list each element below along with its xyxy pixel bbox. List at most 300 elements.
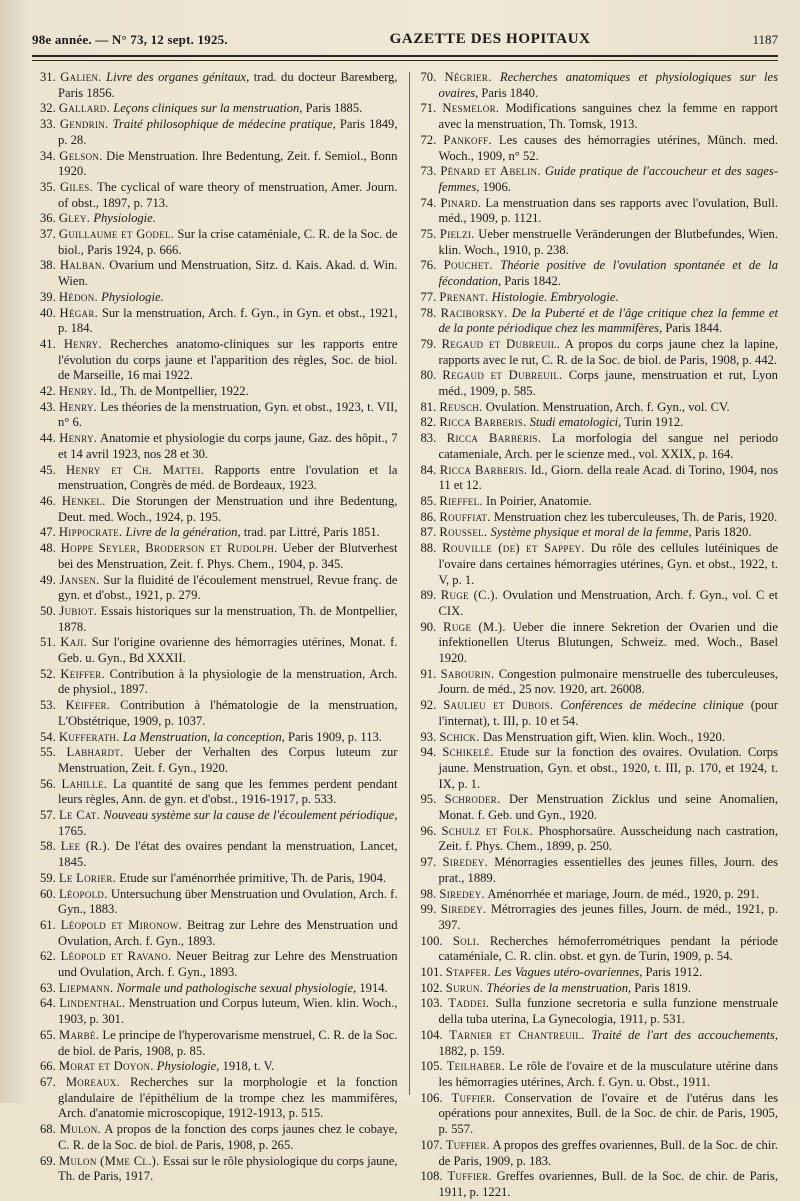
reference-number: 106.: [420, 1090, 443, 1105]
reference-details: Contribution à la physiologie de la menstruation, Arch. de physiol., 1897.: [58, 666, 398, 697]
reference-details: In Poirier, Anatomie.: [482, 493, 592, 508]
reference-entry: [421, 902, 779, 933]
reference-number: 82.: [420, 415, 437, 430]
reference-number: 59.: [40, 870, 56, 885]
reference-title: Physiologie,: [156, 1059, 220, 1074]
reference-entry: [421, 133, 779, 164]
reference-entry: [40, 101, 398, 117]
reference-author: Schick.: [439, 729, 480, 744]
reference-author: Rouville (de) et Sappey.: [442, 541, 585, 556]
reference-author: Halban.: [59, 258, 106, 273]
reference-entry: [40, 698, 398, 729]
reference-author: Henry et Ch. Mattei.: [65, 462, 205, 477]
reference-details: 1882, p. 159.: [438, 1043, 505, 1058]
reference-details: 1918, t. V.: [219, 1059, 275, 1074]
reference-number: 74.: [420, 195, 437, 210]
reference-details: Die Storungen der Menstruation und ihre Bedentung, Deut. med. Woch., 1924, p. 195.: [58, 493, 398, 524]
reference-entry: [40, 667, 398, 698]
reference-number: 105.: [420, 1059, 443, 1074]
reference-entry: [40, 525, 398, 541]
reference-number: 75.: [420, 227, 437, 242]
reference-number: 61.: [40, 917, 56, 932]
reference-author: Surun.: [445, 980, 484, 995]
reference-author: Siredey.: [440, 902, 487, 917]
reference-author: Pinard.: [440, 195, 482, 210]
reference-author: Teilhaber.: [446, 1059, 506, 1074]
reference-author: Gley.: [58, 211, 91, 226]
reference-number: 102.: [420, 980, 443, 995]
reference-number: 84.: [420, 462, 437, 477]
reference-title: Livre de la génération,: [125, 525, 241, 540]
reference-author: Pouchet.: [443, 258, 493, 273]
reference-entry: [40, 541, 398, 572]
reference-entry: [40, 211, 398, 227]
reference-author: Ricca Barberis.: [439, 462, 528, 477]
reference-author: Gendrin.: [59, 117, 109, 132]
reference-number: 40.: [40, 305, 56, 320]
reference-details: Etude sur la fonction des ovaires. Ovulation. Corps jaune. Menstruation, Gyn. et obst., 1920, t. III, p. 170, et 1924, t. IX, p. 1.: [438, 745, 778, 791]
reference-author: Hédon.: [58, 289, 98, 304]
reference-entry: [40, 730, 398, 746]
reference-entry: [421, 934, 779, 965]
reference-author: Moreaux.: [65, 1075, 121, 1089]
reference-author: Giles.: [59, 179, 94, 194]
reference-entry: [421, 525, 779, 541]
reference-author: Galien.: [60, 70, 102, 84]
reference-entry: [421, 400, 779, 416]
reference-details: 1914.: [356, 980, 388, 995]
publication-title: GAZETTE DES HOPITAUX: [389, 31, 591, 47]
reference-author: Tuffier.: [451, 1090, 496, 1105]
reference-entry: [421, 368, 779, 399]
reference-number: 87.: [420, 525, 437, 540]
reference-author: Schroder.: [444, 792, 501, 807]
reference-details: Id., Giorn. della reale Acad. di Torino, 1904, nos 11 et 12.: [438, 462, 779, 493]
reference-entry: [40, 839, 398, 870]
reference-details: La menstruation dans ses rapports avec l'ovulation, Bull. méd., 1909, p. 1121.: [438, 195, 778, 226]
reference-entry: [40, 463, 398, 494]
reference-details: Paris 1909, p. 113.: [284, 729, 382, 744]
reference-number: 69.: [40, 1153, 56, 1168]
reference-number: 35.: [40, 179, 56, 194]
reference-entry: [421, 290, 779, 306]
reference-details: Ovulation und Menstruation, Arch. f. Gyn., vol. C et CIX.: [438, 588, 778, 618]
reference-details: Du rôle des cellules lutéiniques de l'ovaire dans certaines hémorragies utérines, Gyn. et obst., 1922, t. V, p. 1.: [438, 541, 779, 587]
reference-author: Léopold et Ravano.: [60, 949, 172, 964]
reference-number: 37.: [40, 227, 56, 242]
reference-entry: [421, 227, 779, 258]
reference-number: 103.: [420, 996, 443, 1011]
reference-details: A propos de la fonction des corps jaunes chez le cobaye, C. R. de la Soc. de biol. de Paris, 1908, p. 265.: [58, 1122, 398, 1152]
reference-author: Regaud et Dubreuil.: [442, 368, 563, 383]
reference-author: Lindenthal.: [59, 996, 126, 1011]
reference-details: Beitrag zur Lehre des Menstruation und Ovulation, Arch. f. Gyn., 1893.: [58, 917, 398, 948]
reference-number: 67.: [40, 1075, 56, 1089]
reference-author: Henry.: [58, 384, 97, 399]
reference-number: 94.: [420, 745, 437, 760]
reference-entry: [421, 620, 779, 667]
reference-author: Rieffel.: [439, 493, 483, 508]
reference-author: Tuffier.: [445, 1137, 490, 1152]
reference-title: Histologie. Embryologie.: [491, 289, 619, 304]
reference-author: Hippocrate.: [58, 525, 123, 540]
reference-details: Sur la menstruation, Arch. f. Gyn., in Gyn. et obst., 1921, p. 184.: [58, 305, 398, 336]
reference-details: trad. du docteur Bareмberg, Paris 1856.: [58, 70, 398, 100]
reference-entry: [421, 588, 779, 619]
reference-number: 52.: [40, 666, 56, 681]
reference-details: Greffes ovariennes, Bull. de la Soc. de chir. de Paris, 1911, p. 1221.: [438, 1169, 778, 1199]
reference-entry: [421, 306, 779, 337]
reference-number: 108.: [420, 1169, 443, 1184]
reference-entry: [421, 1028, 779, 1059]
header-rule-thin: [32, 60, 778, 61]
reference-title: Théories de la menstruation,: [486, 980, 632, 995]
reference-entry: [40, 180, 398, 211]
reference-number: 68.: [40, 1122, 56, 1137]
reference-details: Sur l'origine ovarienne des hémorragies utérines, Monat. f. Geb. u. Gyn., Bd XXXII.: [58, 635, 398, 666]
reference-details: Die Menstruation. Ihre Bedentung, Zeit. f. Semiol., Bonn 1920.: [58, 148, 398, 179]
reference-entry: [421, 164, 779, 195]
reference-author: Liepmann.: [58, 980, 114, 995]
reference-number: 72.: [420, 132, 437, 147]
reference-details: Paris 1849, p. 28.: [58, 117, 398, 147]
reference-details: Der Menstruation Zicklus und seine Anomalien, Monat. f. Geb. und Gyn., 1920.: [438, 792, 778, 823]
reference-author: Mulon (Mme Cl.).: [58, 1153, 160, 1168]
reference-author: Tuffier.: [447, 1169, 492, 1184]
page-number: 1187: [752, 32, 778, 47]
reference-author: Jansen.: [59, 572, 100, 587]
reference-author: Pankoff.: [443, 132, 492, 147]
reference-author: Négrier.: [444, 70, 492, 84]
reference-entry: [40, 871, 398, 887]
reference-details: Paris 1912.: [642, 965, 703, 980]
reference-entry: [40, 70, 398, 101]
reference-details: Essai sur le rôle physiologique du corps jaune, Th. de Paris, 1917.: [58, 1153, 398, 1184]
reference-details: Contribution à l'hématologie de la menstruation, L'Obstétrique, 1909, p. 1037.: [58, 698, 398, 728]
reference-number: 47.: [40, 525, 56, 540]
reference-number: 101.: [420, 965, 443, 980]
reference-title: Les Vagues utéro-ovariennes,: [494, 965, 643, 980]
reference-entry: [421, 196, 779, 227]
reference-number: 104.: [420, 1027, 443, 1042]
reference-title: Traité de l'art des accouchements,: [591, 1027, 778, 1042]
reference-details: Sulla funzione secretoria e sulla funzione menstruale della tuba uterina, La Gynecologia, 1911, p. 531.: [438, 996, 778, 1027]
reference-number: 92.: [420, 698, 437, 713]
reference-number: 39.: [40, 289, 56, 304]
reference-entry: [421, 698, 779, 729]
reference-number: 86.: [420, 509, 437, 524]
reference-title: Nouveau système sur la cause de l'écoulement périodique,: [103, 808, 398, 823]
reference-author: Saulieu et Dubois.: [443, 698, 554, 713]
reference-details: Corps jaune, menstruation et rut, Lyon méd., 1909, p. 585.: [438, 368, 778, 399]
reference-title: Conférences de médecine clinique: [560, 698, 744, 713]
reference-entry: [40, 1059, 398, 1075]
reference-details: Ueber die innere Sekretion der Ovarien und die infektionellen Uterus Blutungen, Schweiz. med. Woch., Basel 1920.: [438, 619, 778, 666]
reference-details: Congestion pulmonaire menstruelle des tuberculeuses, Journ. de méd., 25 nov. 1920, art. 26008.: [438, 666, 778, 697]
reference-entry: [40, 949, 398, 980]
reference-details: The cyclical of ware theory of menstruation, Amer. Journ. of obst., 1897, p. 713.: [58, 179, 398, 210]
reference-title: Normale und pathologische sexual physiologie,: [116, 980, 357, 995]
reference-entry: [40, 1122, 398, 1153]
reference-details: Modifications sanguines chez la femme en rapport avec la menstruation, Th. Tomsk, 1913.: [438, 101, 778, 132]
reference-number: 80.: [420, 368, 437, 383]
reference-number: 65.: [40, 1027, 56, 1042]
reference-details: Rapports entre l'ovulation et la menstruation, Congrès de méd. de Bordeaux, 1923.: [58, 462, 398, 493]
reference-title: La Menstruation, la conception,: [122, 729, 285, 744]
reference-entry: [40, 384, 398, 400]
reference-author: Keiffer.: [60, 666, 106, 681]
reference-details: Ménorragies essentielles des jeunes filles, Journ. des prat., 1889.: [438, 855, 778, 885]
reference-details: A propos des greffes ovariennes, Bull. de la Soc. de chir. de Paris, 1909, p. 183.: [438, 1137, 778, 1168]
reference-entry: [421, 415, 779, 431]
reference-author: Henry.: [59, 431, 98, 446]
reference-number: 88.: [420, 541, 437, 556]
reference-entry: [421, 431, 779, 462]
reference-entry: [40, 745, 398, 776]
reference-number: 34.: [40, 148, 56, 163]
reference-entry: [40, 887, 398, 918]
reference-details: Essais historiques sur la menstruation, Th. de Montpellier, 1878.: [58, 603, 398, 634]
reference-author: Taddei.: [448, 996, 490, 1011]
column-divider: [409, 72, 410, 1095]
reference-entry: [421, 996, 779, 1027]
reference-entry: [40, 635, 398, 666]
reference-details: Anatomie et physiologie du corps jaune, Gaz. des hôpit., 7 et 14 avril 1923, nos 28 et 30.: [58, 431, 398, 461]
reference-author: Jubiot.: [59, 603, 98, 618]
reference-details: Les causes des hémorragies utérines, Münch. med. Woch., 1909, n° 52.: [438, 132, 778, 163]
reference-number: 64.: [40, 996, 56, 1011]
reference-author: Prenant.: [439, 289, 489, 304]
reference-title: De la Puberté et de l'âge critique chez la femme et de la ponte périodique chez les mammifères,: [438, 305, 778, 336]
reference-author: Lee (R.).: [60, 839, 111, 854]
header-rule-thick: [32, 55, 778, 57]
reference-number: 55.: [40, 745, 56, 760]
reference-author: Gallard.: [58, 101, 111, 116]
reference-number: 97.: [420, 855, 437, 870]
reference-entry: [40, 808, 398, 839]
reference-entry: [421, 792, 779, 823]
reference-entry: [40, 996, 398, 1027]
reference-title: Livre des organes génitaux,: [106, 70, 250, 84]
reference-number: 31.: [40, 70, 56, 84]
reference-number: 49.: [40, 572, 56, 587]
reference-author: Nesmelor.: [442, 101, 500, 116]
reference-entry: [421, 730, 779, 746]
reference-author: Le Lorier.: [58, 870, 117, 885]
reference-number: 99.: [420, 902, 437, 917]
reference-details: trad. par Littré, Paris 1851.: [240, 525, 380, 540]
reference-number: 45.: [40, 462, 56, 477]
reference-author: Ricca Barberis.: [439, 415, 527, 430]
reference-number: 48.: [40, 541, 56, 556]
reference-details: Paris 1842.: [501, 274, 561, 289]
reference-number: 91.: [420, 666, 437, 681]
reference-entry: [421, 494, 779, 510]
reference-details: Etude sur l'aménorrhée primitive, Th. de Paris, 1904.: [116, 870, 387, 885]
reference-number: 81.: [420, 399, 437, 414]
reference-author: Siredey.: [439, 886, 485, 901]
reference-entry: [40, 494, 398, 525]
reference-entry: [40, 149, 398, 180]
reference-details: Untersuchung über Menstruation und Ovulation, Arch. f. Gyn., 1883.: [58, 886, 398, 917]
reference-entry: [421, 745, 779, 792]
reference-entry: [40, 1028, 398, 1059]
reference-author: Sabourin.: [440, 666, 495, 681]
reference-number: 89.: [420, 588, 437, 603]
reference-details: Paris 1885.: [302, 101, 363, 116]
reference-details: Sur la fluidité de l'écoulement menstruel, Revue franç. de gyn. et d'obst., 1921, p. 279.: [58, 572, 398, 603]
reference-number: 107.: [420, 1137, 443, 1152]
reference-details: Sur la crise cataméniale, C. R. de la Soc. de biol., Paris 1924, p. 666.: [58, 227, 398, 257]
reference-number: 73.: [420, 164, 437, 179]
reference-entry: [421, 981, 779, 997]
reference-details: Menstruation chez les tuberculeuses, Th. de Paris, 1920.: [490, 509, 778, 524]
reference-entry: [40, 981, 398, 997]
reference-details: 1765.: [58, 823, 87, 838]
reference-author: Pénard et Abelin.: [440, 164, 541, 179]
reference-author: Pielzi.: [439, 227, 475, 242]
reference-entry: [40, 1075, 398, 1122]
reference-details: Ueber der Verhalten des Corpus luteum zur Menstruation, Zeit. f. Gyn., 1920.: [58, 745, 398, 775]
reference-title: Guide pratique de l'accoucheur et des sages-femmes,: [438, 164, 778, 194]
reference-number: 71.: [420, 101, 437, 116]
reference-author: Hégar.: [59, 305, 99, 320]
reference-author: Siredey.: [442, 855, 489, 870]
reference-number: 50.: [40, 603, 56, 618]
reference-details: Aménorrhée et mariage, Journ. de méd., 1920, p. 291.: [484, 886, 760, 901]
reference-author: Raciborsky.: [440, 305, 508, 320]
reference-author: Léopold et Mironow.: [60, 917, 183, 932]
reference-number: 38.: [40, 258, 56, 273]
reference-author: Lahille.: [61, 776, 108, 791]
reference-number: 79.: [420, 336, 437, 351]
reference-author: Ruge (C.).: [440, 588, 499, 603]
reference-number: 93.: [420, 729, 437, 744]
reference-details: Paris 1819.: [631, 980, 691, 995]
reference-entry: [40, 1154, 398, 1185]
reference-author: Labhardt.: [66, 745, 124, 760]
reference-number: 42.: [40, 384, 56, 399]
reference-details: Le principe de l'hyperovarisme menstruel, C. R. de la Soc. de biol. de Paris, 1908, p. 85.: [58, 1027, 398, 1058]
reference-number: 58.: [40, 839, 56, 854]
reference-details: Conservation de l'ovaire et de l'utérus dans les opérations pour annexites, Bull. de la Soc. de chir. de Paris, 1905, p. 557.: [438, 1090, 779, 1137]
reference-number: 100.: [420, 933, 443, 948]
page-header: [32, 20, 778, 48]
reference-author: Léopold.: [58, 886, 108, 901]
reference-number: 96.: [420, 823, 437, 838]
reference-title: Studi ematologici,: [529, 415, 622, 430]
reference-number: 46.: [40, 493, 56, 508]
reference-details: La morfologia del sangue nel periodo catameniale, Arch. per le scienze med., vol. XXIX, p. 164.: [438, 431, 778, 461]
reference-details: Menstruation und Corpus luteum, Wien. klin. Woch., 1903, p. 301.: [58, 996, 398, 1027]
reference-author: Mulon.: [59, 1122, 101, 1137]
reference-entry: [40, 227, 398, 258]
reference-number: 44.: [40, 431, 56, 446]
reference-number: 62.: [40, 949, 56, 964]
reference-number: 41.: [40, 336, 56, 351]
reference-number: 57.: [40, 808, 56, 823]
reference-entry: [421, 463, 779, 494]
reference-details: La quantité de sang que les femmes perdent pendant leurs règles, Ann. de gyn. et d'obst., 1916-1917, p. 533.: [58, 776, 398, 807]
reference-number: 36.: [40, 211, 56, 226]
reference-entry: [421, 1091, 779, 1138]
reference-entry: [421, 1138, 779, 1169]
reference-title: Théorie positive de l'ovulation spontanée et de la fécondation,: [438, 258, 779, 289]
reference-author: Henkel.: [61, 493, 106, 508]
reference-number: 60.: [40, 886, 56, 901]
reference-author: Hoppe Seyler, Broderson et Rudolph.: [60, 541, 278, 556]
reference-details: Ovarium und Menstruation, Sitz. d. Kais. Akad. d. Win. Wien.: [58, 258, 398, 289]
reference-author: Regaud et Dubreuil.: [441, 336, 561, 351]
reference-details: Paris 1844.: [662, 321, 723, 336]
reference-entry: [421, 70, 779, 101]
reference-title: Recherches anatomiques et physiologiques sur les ovaires,: [438, 70, 778, 100]
reference-entry: [421, 1169, 779, 1200]
reference-number: 43.: [40, 399, 56, 414]
reference-number: 56.: [40, 776, 56, 791]
reference-entry: [40, 604, 398, 635]
reference-author: Henry.: [59, 399, 98, 414]
reference-title: Physiologie.: [101, 289, 164, 304]
reference-number: 98.: [420, 886, 437, 901]
reference-entry: [421, 258, 779, 289]
reference-details: Ueber menstruelle Veränderungen der Blutbefundes, Wien. klin. Woch., 1910, p. 238.: [438, 227, 778, 257]
reference-author: Tarnier et Chantreuil.: [449, 1027, 585, 1042]
reference-details: (pour l'internat), t. III, p. 10 et 54.: [438, 698, 778, 728]
reference-author: Rouffiat.: [439, 509, 491, 524]
reference-author: Schulz et Folk.: [441, 823, 534, 838]
reference-author: Stapfer.: [445, 965, 492, 980]
reference-number: 51.: [40, 635, 56, 650]
reference-author: Kaji.: [60, 635, 88, 650]
reference-entry: [421, 667, 779, 698]
reference-entry: [421, 510, 779, 526]
reference-details: 1906.: [479, 179, 511, 194]
reference-author: Keiffer.: [65, 698, 111, 713]
reference-author: Soli.: [452, 933, 480, 948]
reference-author: Gelson.: [59, 148, 103, 163]
reference-details: A propos du corps jaune chez la lapine, rapports avec le rut, C. R. de la Soc. de biol. de Paris, 1908, p. 442.: [438, 336, 778, 367]
reference-entry: [40, 918, 398, 949]
reference-number: 66.: [40, 1059, 56, 1074]
reference-author: Marbé.: [59, 1027, 100, 1042]
right-column: [420, 70, 779, 1199]
reference-details: Recherches hémoferrométriques pendant la période cataméniale, C. R. clin. obst. et gyn. de Turin, 1909, p. 54.: [438, 933, 778, 964]
reference-entry: [40, 306, 398, 337]
reference-entry: [40, 777, 398, 808]
reference-details: Recherches sur la morphologie et la fonction glandulaire de l'épithélium de la trompe chez les mammifères, Arch. d'anatomie microscopique, 1912-1913, p. 515.: [58, 1075, 398, 1121]
reference-author: Guillaume et Godel.: [58, 227, 175, 242]
reference-entry: [421, 965, 779, 981]
reference-author: Reusch.: [439, 399, 483, 414]
reference-author: Ruge (M.).: [443, 619, 506, 634]
reference-number: 53.: [40, 698, 56, 713]
reference-number: 77.: [420, 289, 437, 304]
reference-details: Les théories de la menstruation, Gyn. et obst., 1923, t. VII, n° 6.: [58, 399, 398, 430]
reference-entry: [421, 101, 779, 132]
reference-number: 54.: [40, 729, 56, 744]
reference-entry: [40, 573, 398, 604]
bibliography-columns: [40, 70, 779, 1199]
reference-number: 83.: [420, 431, 437, 446]
reference-number: 76.: [420, 258, 437, 273]
reference-author: Schikelé.: [442, 745, 494, 760]
left-column: [40, 70, 398, 1184]
reference-title: Traité philosophique de médecine pratique,: [112, 117, 336, 132]
reference-details: Le rôle de l'ovaire et de la musculature utérine dans les hémorragies utérines, Arch. f. Gyn. u. Obst., 1911.: [438, 1059, 778, 1089]
reference-entry: [40, 337, 398, 384]
reference-details: Recherches anatomo-cliniques sur les rapports entre l'évolution du corps jaune et l'apparition des règles, Soc. de biol. de Marseille, 16 mai 1922.: [58, 336, 398, 383]
